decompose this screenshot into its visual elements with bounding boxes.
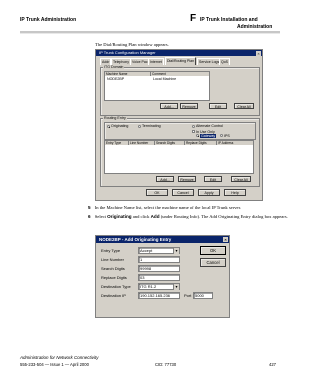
machine-list[interactable] [104, 71, 210, 101]
line-number-field[interactable]: 1 [138, 256, 180, 263]
help-button[interactable]: Help [224, 189, 246, 196]
entry-type-select[interactable]: Accept ▾ [138, 247, 180, 254]
originating-radio[interactable] [107, 125, 110, 128]
apply-button[interactable]: Apply [198, 189, 220, 196]
tab-addr[interactable]: Addr [102, 60, 110, 64]
header-right-line1: IP Trunk Installation and [200, 17, 258, 23]
step-6-originating: Originating [107, 214, 132, 219]
gateway-radio[interactable] [196, 134, 199, 137]
destination-type-select[interactable]: ITG R1.2 ▾ [138, 283, 180, 290]
edit-entry-button[interactable]: Edit [204, 176, 222, 182]
replace-digits-field[interactable]: 03 [138, 274, 180, 281]
ok-button[interactable]: OK [146, 189, 168, 196]
appendix-letter: F [190, 13, 197, 24]
step-6 [88, 213, 288, 220]
ips-label: IPS [224, 133, 230, 138]
step-5 [88, 205, 288, 210]
replace-digits-label: Replace Digits [101, 275, 127, 280]
dialog-title: NODE2BP - Add Originating Entry [99, 237, 172, 242]
header-rule-light [20, 33, 280, 34]
window-title-bar [96, 50, 262, 56]
replace-digits-column[interactable]: Replace Digits [185, 141, 217, 145]
machine-name-header[interactable]: Machine Name [105, 72, 151, 76]
tab-telephony[interactable]: Telephony [113, 60, 129, 64]
remove-machine-button[interactable]: Remove [180, 103, 198, 109]
destination-type-label: Destination Type [101, 284, 131, 289]
routing-table[interactable] [104, 140, 254, 174]
remove-entry-button[interactable]: Remove [178, 176, 196, 182]
line-number-label: Line Number [101, 257, 124, 262]
window-title: IP Trunk Configuration Manager [99, 50, 156, 55]
alternate-control-label: Alternate Control [196, 124, 223, 128]
search-digits-field[interactable]: 99998 [138, 265, 180, 272]
tab-voice-pac[interactable]: Voice Pac [132, 60, 148, 64]
destination-ip-field[interactable]: 190.152.165.236 [138, 292, 180, 299]
step-5-text: In the Machine Name list, select the machine name of the local IP Trunk server. [94, 205, 241, 210]
step-6-add: Add [150, 214, 160, 219]
step-6-post: (under Routing Info). The Add Originating Entry dialog box appears. [159, 214, 288, 219]
header-left: IP Trunk Administration [20, 17, 77, 23]
close-icon[interactable]: × [257, 50, 260, 56]
entry-type-column[interactable]: Entry Type [105, 141, 129, 145]
dialog-title-bar [96, 236, 229, 243]
search-digits-column[interactable]: Search Digits [155, 141, 185, 145]
terminating-label: Terminating [142, 124, 161, 128]
intro-text: The Dial/Routing Plan window appears. [95, 42, 169, 47]
originating-label: Originating [111, 124, 129, 128]
port-field[interactable]: 5000 [193, 292, 213, 299]
add-machine-button[interactable]: Add... [160, 103, 178, 109]
step-5-number: 5 [88, 205, 91, 210]
ip-address-column[interactable]: IP Address [217, 141, 254, 145]
step-6-number: 6 [88, 214, 91, 219]
add-entry-button[interactable]: Add... [156, 176, 174, 182]
footer-title: Administration for Network Connectivity [20, 355, 99, 360]
itg-domain-label: ITG Domain [104, 65, 124, 69]
ips-radio[interactable] [220, 134, 223, 137]
tab-dial-routing-plan[interactable]: Dial/Routing Plan [167, 59, 195, 63]
in-use-only-label: In Use Only [196, 129, 215, 134]
cancel-button[interactable]: Cancel [172, 189, 194, 196]
machine-name-cell[interactable]: NODE2BP [107, 77, 125, 81]
step-6-mid: and click [131, 214, 151, 219]
clear-all-machines-button[interactable]: Clear All [234, 103, 254, 109]
port-label: Port [184, 293, 192, 298]
alternate-control-radio[interactable] [192, 125, 195, 128]
footer-issue: 555-233-504 — Issue 1 — April 2000 [20, 362, 89, 367]
entry-type-label: Entry Type [101, 248, 121, 253]
tab-qos[interactable]: QoS [221, 60, 229, 64]
line-number-column[interactable]: Line Number [129, 141, 155, 145]
comment-header[interactable]: Comment [151, 72, 210, 76]
tab-internet[interactable]: Internet [150, 60, 162, 64]
header-right-line2: Administration [237, 24, 273, 30]
destination-ip-label: Destination IP [101, 293, 126, 298]
tab-service-logs[interactable]: Service Logs [199, 60, 220, 64]
comment-cell[interactable]: Local Machine [153, 77, 177, 81]
add-originating-entry-dialog [95, 235, 230, 318]
search-digits-label: Search Digits [101, 266, 125, 271]
routing-entry-label: Routing Entry [104, 116, 126, 120]
dialog-ok-button[interactable]: OK [200, 246, 226, 255]
terminating-radio[interactable] [138, 125, 141, 128]
config-manager-window [95, 49, 263, 201]
in-use-only-checkbox[interactable] [192, 130, 195, 133]
page-number: 427 [269, 362, 276, 367]
dialog-close-icon[interactable]: × [224, 237, 227, 242]
edit-machine-button[interactable]: Edit [209, 103, 227, 109]
gateway-label: Gateway [201, 133, 216, 138]
clear-all-entries-button[interactable]: Clear All [231, 176, 251, 182]
footer-cid: CID: 77730 [155, 362, 177, 367]
step-6-pre: Select [94, 214, 108, 219]
dialog-cancel-button[interactable]: Cancel [200, 258, 226, 267]
